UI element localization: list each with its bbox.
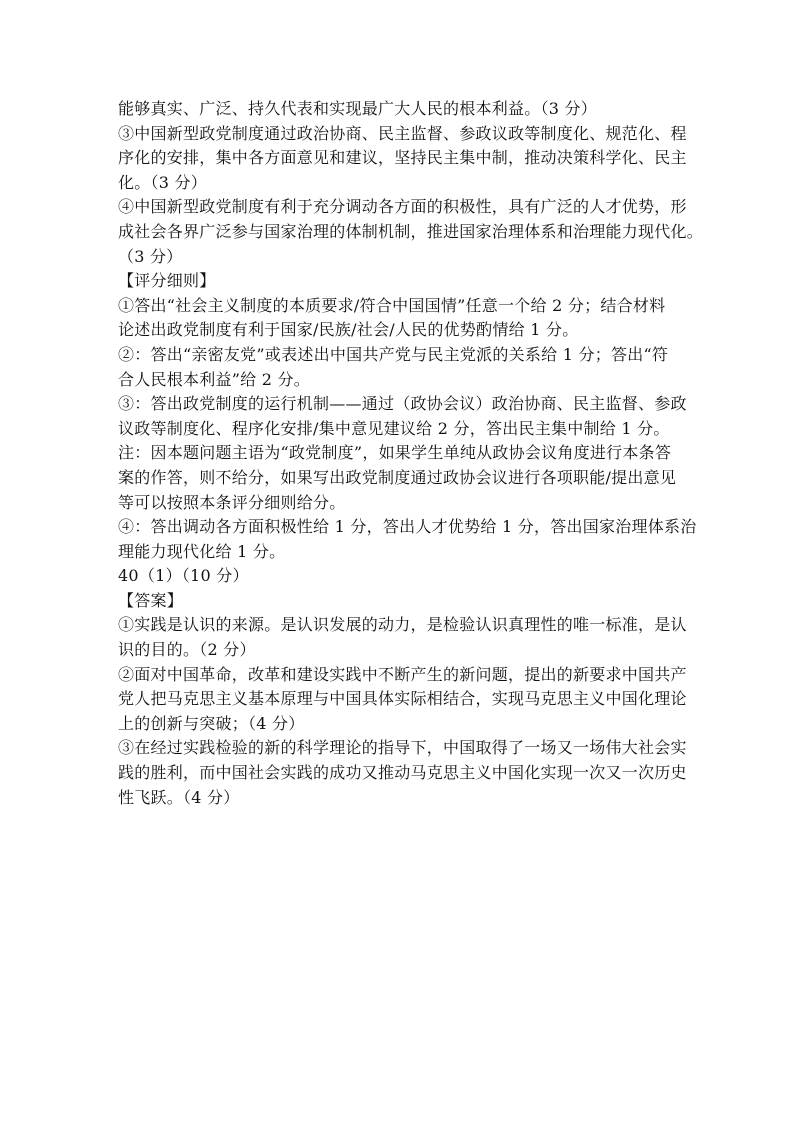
text-line: ①实践是认识的来源。是认识发展的动力，是检验认识真理性的唯一标准，是认 bbox=[118, 615, 687, 635]
note-line: 案的作答，则不给分，如果写出政党制度通过政协会议进行各项职能/提出意见 bbox=[118, 467, 677, 487]
text-line: 议政等制度化、程序化安排/集中意见建议给 2 分，答出民主集中制给 1 分。 bbox=[118, 418, 670, 438]
text-line: 性飞跃。（4 分） bbox=[118, 787, 240, 807]
text-line: ①答出“社会主义制度的本质要求/符合中国国情”任意一个给 2 分；结合材料 bbox=[118, 295, 666, 315]
text-line: 论述出政党制度有利于国家/民族/社会/人民的优势酌情给 1 分。 bbox=[118, 320, 579, 340]
text-line: ③在经过实践检验的新的科学理论的指导下，中国取得了一场又一场伟大社会实 bbox=[118, 738, 687, 758]
text-line: 化。（3 分） bbox=[118, 172, 208, 192]
text-line: 理能力现代化给 1 分。 bbox=[118, 541, 286, 561]
text-line: ③中国新型政党制度通过政治协商、民主监督、参政议政等制度化、规范化、程 bbox=[118, 123, 687, 143]
note-line: 注：因本题问题主语为“政党制度”，如果学生单纯从政协会议角度进行本条答 bbox=[118, 443, 672, 463]
text-line: ③：答出政党制度的运行机制——通过（政协会议）政治协商、民主监督、参政 bbox=[118, 394, 687, 414]
text-line: （3 分） bbox=[118, 246, 183, 266]
document-body bbox=[118, 97, 704, 810]
text-line: ②：答出“亲密友党”或表述出中国共产党与民主党派的关系给 1 分；答出“符 bbox=[118, 344, 669, 364]
note-line: 等可以按照本条评分细则给分。 bbox=[118, 492, 346, 512]
text-line: 党人把马克思主义基本原理与中国具体实际相结合，实现马克思主义中国化理论 bbox=[118, 689, 687, 709]
question-number: 40（1）（10 分） bbox=[118, 566, 249, 586]
section-heading: 【评分细则】 bbox=[118, 271, 216, 291]
text-line: 合人民根本利益”给 2 分。 bbox=[118, 369, 311, 389]
text-line: 成社会各界广泛参与国家治理的体制机制，推进国家治理体系和治理能力现代化。 bbox=[118, 221, 704, 241]
text-line: ④中国新型政党制度有利于充分调动各方面的积极性，具有广泛的人才优势，形 bbox=[118, 197, 687, 217]
text-line: 上的创新与突破；（4 分） bbox=[118, 713, 305, 733]
text-line: 序化的安排，集中各方面意见和建议，坚持民主集中制，推动决策科学化、民主 bbox=[118, 148, 687, 168]
text-line: 能够真实、广泛、持久代表和实现最广大人民的根本利益。（3 分） bbox=[118, 99, 598, 118]
text-line: ④：答出调动各方面积极性给 1 分，答出人才优势给 1 分，答出国家治理体系治 bbox=[118, 517, 697, 537]
text-line: 践的胜利，而中国社会实践的成功又推动马克思主义中国化实现一次又一次历史 bbox=[118, 763, 687, 783]
text-line: 识的目的。（2 分） bbox=[118, 640, 256, 660]
section-heading: 【答案】 bbox=[118, 590, 184, 610]
text-line: ②面对中国革命，改革和建设实践中不断产生的新问题，提出的新要求中国共产 bbox=[118, 664, 687, 684]
